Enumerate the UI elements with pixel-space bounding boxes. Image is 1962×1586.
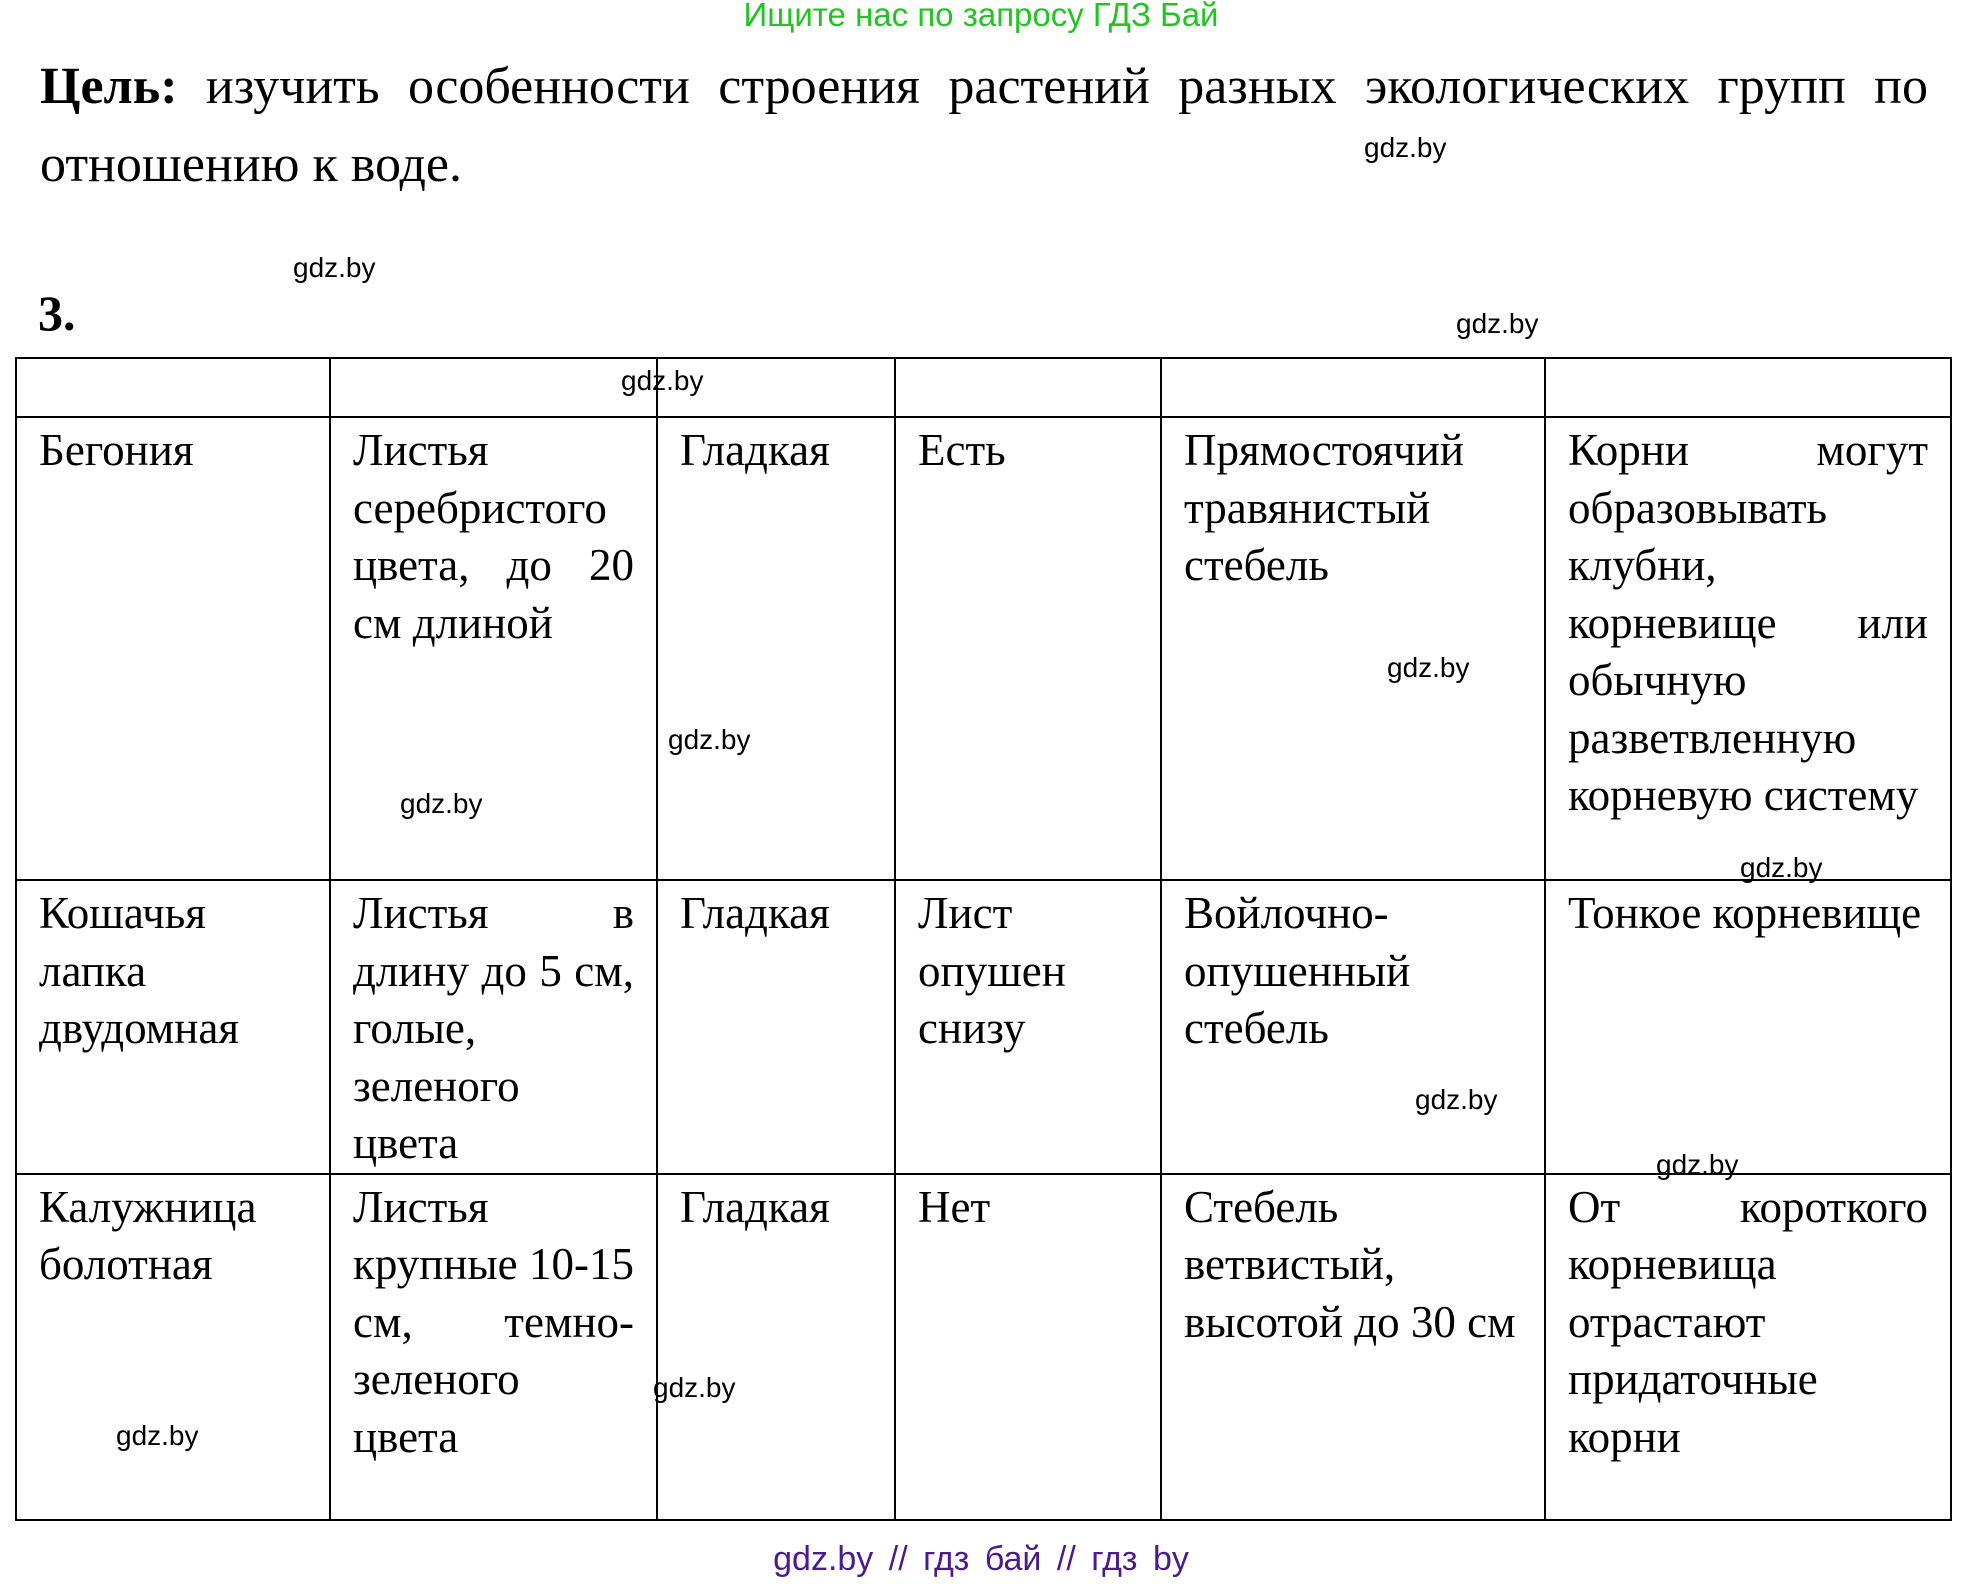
table-cell: Бегония bbox=[16, 417, 330, 880]
watermark: gdz.by bbox=[1740, 852, 1823, 883]
watermark: gdz.by bbox=[1387, 652, 1470, 683]
table-cell: Прямостоячий травянистый стебель bbox=[1161, 417, 1545, 880]
table-cell: От короткого корневища отрастают придаточные корни bbox=[1545, 1174, 1951, 1520]
watermark: gdz.by bbox=[653, 1372, 736, 1403]
table-row bbox=[16, 880, 1951, 1174]
watermark: gdz.by bbox=[1656, 1149, 1739, 1180]
table-cell: Гладкая bbox=[657, 417, 895, 880]
task-number: 3. bbox=[38, 285, 76, 341]
table-cell: Нет bbox=[895, 1174, 1161, 1520]
watermark: gdz.by bbox=[400, 788, 483, 819]
table-cell: Листья серебристого цвета, до 20 см длиной bbox=[330, 417, 657, 880]
watermark: gdz.by bbox=[668, 724, 751, 755]
table-cell: Гладкая bbox=[657, 880, 895, 1174]
table-cell: Гладкая bbox=[657, 1174, 895, 1520]
table-cell: Кошачья лапка двудомная bbox=[16, 880, 330, 1174]
table-cell: Листья в длину до 5 см, голые, зеленого цвета bbox=[330, 880, 657, 1174]
watermark: gdz.by bbox=[1456, 308, 1539, 339]
table-row bbox=[16, 1174, 1951, 1520]
footer-links: gdz.by // гдз бай // гдз by bbox=[773, 1540, 1189, 1578]
table-cell: Войлочно-опушенный стебель bbox=[1161, 880, 1545, 1174]
watermark: gdz.by bbox=[116, 1420, 199, 1451]
plants-table bbox=[15, 357, 1952, 1521]
goal-label: Цель: bbox=[40, 58, 178, 115]
table-cell: Стебель ветвистый, высотой до 30 см bbox=[1161, 1174, 1545, 1520]
table-cell: Корни могут образовывать клубни, корневище или обычную разветвленную корневую систему bbox=[1545, 417, 1951, 880]
table-cell: Тонкое корневище bbox=[1545, 880, 1951, 1174]
table-cell: Листья крупные 10-15 см, темно-зеленого цвета bbox=[330, 1174, 657, 1520]
table-cell: Лист опушен снизу bbox=[895, 880, 1161, 1174]
table-cell: Есть bbox=[895, 417, 1161, 880]
table-row bbox=[16, 417, 1951, 880]
goal-paragraph bbox=[40, 48, 1928, 204]
watermark: gdz.by bbox=[293, 252, 376, 283]
watermark: gdz.by bbox=[1364, 132, 1447, 163]
header-row bbox=[16, 358, 1951, 417]
watermark: gdz.by bbox=[621, 365, 704, 396]
goal-text: изучить особенности строения растений разных экологических групп по отношению к воде. bbox=[40, 58, 1928, 193]
search-banner: Ищите нас по запросу ГДЗ Бай bbox=[743, 0, 1219, 33]
table-cell: Калужница болотная bbox=[16, 1174, 330, 1520]
watermark: gdz.by bbox=[1415, 1084, 1498, 1115]
